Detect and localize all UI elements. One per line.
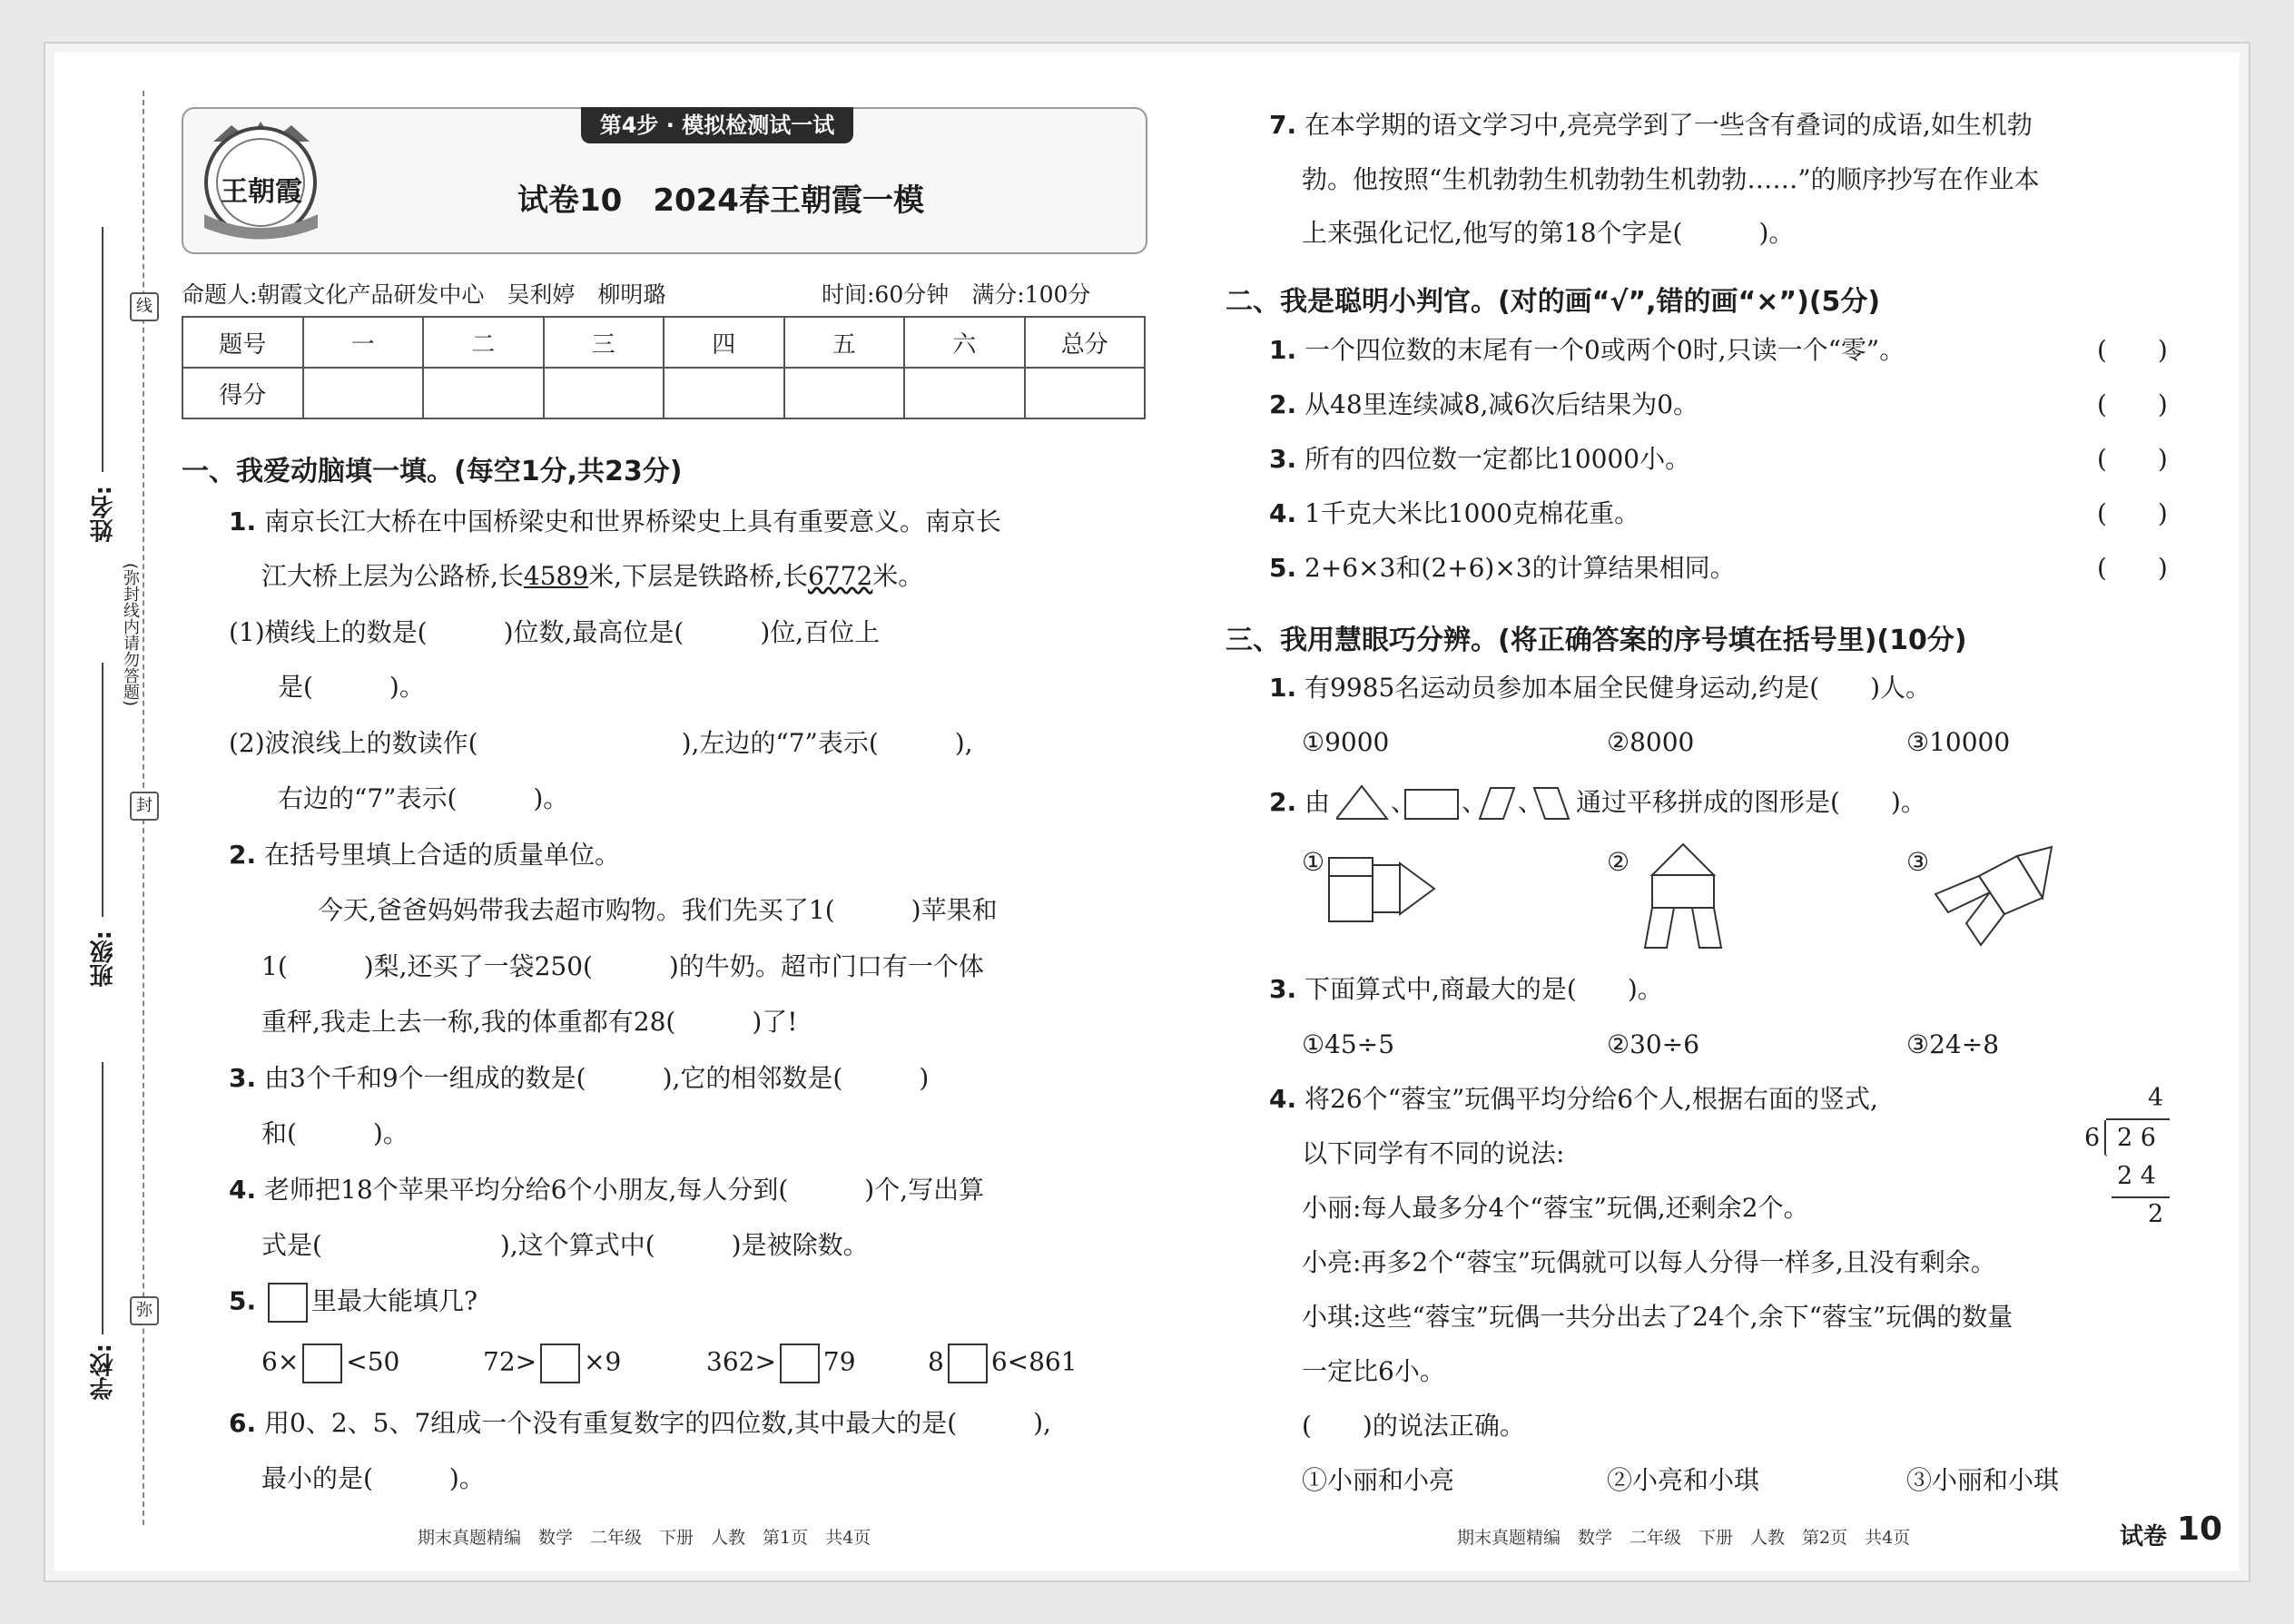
score-head: 题号 [182, 317, 303, 368]
division-divisor: 6 [2084, 1124, 2101, 1152]
score-cell[interactable] [303, 368, 424, 418]
q7-line2: 勃。他按照“生机勃勃生机勃勃生机勃勃……”的顺序抄写在作业本 [1302, 164, 2040, 194]
choice-4-line6: 一定比6小。 [1302, 1356, 1445, 1386]
choice-2-option-3[interactable]: ③ [1906, 847, 1930, 877]
class-label: 班级: [90, 930, 117, 988]
q2-line1: 今天,爸爸妈妈带我去超市购物。我们先买了1( )苹果和 [318, 895, 998, 925]
q5-text: 里最大能填几? [311, 1285, 478, 1316]
paper-label: 试卷 [2120, 1523, 2168, 1550]
q2-line2: 1( )梨,还买了一袋250( )的牛奶。超市门口有一个体 [261, 951, 984, 981]
option-1-figure [1327, 849, 1445, 930]
expr-part: 79 [822, 1346, 856, 1377]
q-number: 2. [1269, 787, 1297, 817]
score-table [182, 316, 1146, 419]
division-line [2112, 1196, 2170, 1198]
score-cell[interactable] [664, 368, 784, 418]
answer-box[interactable] [780, 1343, 820, 1383]
q-number: 3. [1269, 444, 1297, 474]
underlined-number: 4589 [523, 561, 589, 591]
step-banner: 第4步 · 模拟检测试一试 [581, 107, 853, 143]
score-cell[interactable] [1025, 368, 1146, 418]
choice-3 [1269, 973, 1663, 1006]
choice-2-option-2[interactable]: ② [1607, 847, 1630, 877]
footer-left: 期末真题精编 数学 二年级 下册 人教 第1页 共4页 [418, 1528, 871, 1548]
q7-line1 [1269, 109, 2033, 142]
blank-box [268, 1283, 308, 1323]
choice-1-option-3[interactable]: ③10000 [1906, 727, 2011, 757]
q1-text-b: 米,下层是铁路桥,长 [588, 561, 808, 591]
choice-4-option-1[interactable]: ①小丽和小亮 [1302, 1465, 1455, 1495]
q2-line3: 重秤,我走上去一称,我的体重都有28( )了! [261, 1007, 798, 1037]
sep-3: 、 [1518, 787, 1544, 817]
division-bar [2106, 1118, 2170, 1120]
choice-1-option-1[interactable]: ①9000 [1302, 727, 1390, 757]
choice-2 [1269, 786, 1330, 819]
division-remainder: 2 [2148, 1200, 2164, 1228]
seal-mark-mi: 弥 [130, 1296, 159, 1325]
q6-line1 [229, 1407, 1051, 1440]
q7-line3: 上来强化记忆,他写的第18个字是( )。 [1302, 218, 1795, 248]
footer-right: 期末真题精编 数学 二年级 下册 人教 第2页 共4页 [1457, 1528, 1911, 1548]
score-header-row [182, 317, 1145, 368]
choice-text: 有9985名运动员参加本届全民健身运动,约是( )人。 [1305, 673, 1932, 703]
q4-text: 老师把18个苹果平均分给6个小朋友,每人分到( )个,写出算 [264, 1175, 985, 1205]
q2-text: 在括号里填上合适的质量单位。 [264, 840, 621, 870]
choice-4-line4: 小亮:再多2个“蓉宝”玩偶就可以每人分得一样多,且没有剩余。 [1302, 1247, 1996, 1277]
q-number: 3. [229, 1063, 257, 1093]
q-number: 3. [1269, 974, 1297, 1004]
logo-text: 王朝霞 [221, 176, 302, 208]
choice-4-line1 [1269, 1083, 1878, 1116]
q6-text: 用0、2、5、7组成一个没有重复数字的四位数,其中最大的是( ), [264, 1408, 1051, 1438]
choice-3-option-3[interactable]: ③24÷8 [1906, 1029, 2000, 1059]
score-head: 四 [664, 317, 784, 368]
q6-line2: 最小的是( )。 [261, 1463, 485, 1493]
choice-4-line2: 以下同学有不同的说法: [1302, 1138, 1565, 1168]
score-label: 得分 [182, 368, 303, 418]
q5-title [229, 1283, 478, 1323]
division-bracket [2104, 1120, 2108, 1156]
page-title: 试卷10 2024春王朝霞一模 [517, 182, 924, 219]
expr-part: 6× [261, 1346, 300, 1377]
q1-sub1-line1: (1)横线上的数是( )位数,最高位是( )位,百位上 [229, 617, 881, 647]
judge-text: 从48里连续减8,减6次后结果为0。 [1305, 389, 1699, 419]
choice-3-option-2[interactable]: ②30÷6 [1607, 1029, 1700, 1059]
name-field[interactable] [102, 227, 103, 472]
judge-4 [1269, 497, 1639, 530]
judge-3 [1269, 443, 1690, 476]
expr-part: <50 [346, 1346, 400, 1377]
score-head: 三 [544, 317, 665, 368]
choice-2-option-1[interactable]: ① [1302, 847, 1325, 877]
answer-box[interactable] [540, 1343, 580, 1383]
section-1-title: 一、我爱动脑填一填。(每空1分,共23分) [182, 456, 683, 487]
q5-expr-2 [483, 1343, 621, 1383]
name-label: 姓名: [90, 486, 117, 543]
q-number: 4. [1269, 498, 1297, 528]
expr-part: ×9 [584, 1346, 622, 1377]
q-number: 6. [229, 1408, 257, 1438]
choice-text: 将26个“蓉宝”玩偶平均分给6个人,根据右面的竖式, [1305, 1084, 1878, 1114]
q3-line2: 和( )。 [261, 1118, 409, 1148]
seal-mark-feng: 封 [130, 792, 159, 821]
judge-1-answer[interactable]: ( ) [2097, 335, 2168, 365]
q-number: 1. [1269, 335, 1297, 365]
judge-4-answer[interactable]: ( ) [2097, 498, 2168, 528]
division-quotient: 4 [2148, 1084, 2164, 1112]
q1-text: 南京长江大桥在中国桥梁史和世界桥梁史上具有重要意义。南京长 [264, 507, 1002, 536]
q4-line2: 式是( ),这个算式中( )是被除数。 [261, 1230, 869, 1260]
expr-part: 8 [928, 1346, 944, 1377]
score-head: 一 [303, 317, 424, 368]
q3-text: 由3个千和9个一组成的数是( ),它的相邻数是( ) [264, 1063, 930, 1093]
choice-4-line5: 小琪:这些“蓉宝”玩偶一共分出去了24个,余下“蓉宝”玩偶的数量 [1302, 1302, 2013, 1332]
judge-5 [1269, 552, 1736, 585]
section-2-title: 二、我是聪明小判官。(对的画“√”,错的画“×”)(5分) [1226, 286, 1881, 318]
choice-text: 由 [1305, 787, 1331, 817]
meta-authors: 命题人:朝霞文化产品研发中心 吴利婷 柳明璐 [182, 281, 666, 308]
seal-mark-line: 线 [130, 292, 159, 321]
q1-sub1-line2: 是( )。 [278, 672, 425, 702]
choice-1-option-2[interactable]: ②8000 [1607, 727, 1695, 757]
choice-4-line3: 小丽:每人最多分4个“蓉宝”玩偶,还剩余2个。 [1302, 1193, 1809, 1223]
school-label: 学校: [90, 1343, 117, 1401]
score-value-row [182, 368, 1145, 418]
q-number: 4. [1269, 1084, 1297, 1114]
judge-3-answer[interactable]: ( ) [2097, 444, 2168, 474]
seal-note: (弥封线内请勿答题) [121, 563, 140, 707]
q1-line2 [261, 560, 923, 593]
q-number: 1. [229, 507, 257, 536]
triangle-piece [1336, 786, 1387, 819]
choice-3-option-1[interactable]: ①45÷5 [1302, 1029, 1395, 1059]
expr-part: 6<861 [990, 1346, 1078, 1377]
option-2-figure [1638, 842, 1728, 953]
q5-expr-1 [261, 1343, 399, 1383]
q1-text-c: 米。 [872, 561, 924, 591]
score-cell[interactable] [423, 368, 544, 418]
q5-expr-3 [706, 1343, 856, 1383]
choice-text: 下面算式中,商最大的是( )。 [1305, 974, 1663, 1004]
expr-part: 362> [706, 1346, 776, 1377]
q7-text: 在本学期的语文学习中,亮亮学到了一些含有叠词的成语,如生机勃 [1305, 110, 2033, 140]
q-number: 5. [1269, 553, 1297, 583]
q-number: 7. [1269, 110, 1297, 140]
judge-text: 一个四位数的末尾有一个0或两个0时,只读一个“零”。 [1305, 335, 1905, 365]
score-cell[interactable] [784, 368, 905, 418]
long-division [2079, 1084, 2179, 1229]
q-number: 2. [1269, 389, 1297, 419]
answer-box[interactable] [948, 1343, 988, 1383]
q4-line1 [229, 1174, 984, 1206]
score-head: 二 [423, 317, 544, 368]
judge-text: 2+6×3和(2+6)×3的计算结果相同。 [1305, 553, 1736, 583]
q5-expr-4 [928, 1343, 1078, 1383]
section-3-title: 三、我用慧眼巧分辨。(将正确答案的序号填在括号里)(10分) [1226, 625, 1967, 656]
sep-2: 、 [1462, 787, 1488, 817]
q-number: 5. [229, 1285, 257, 1316]
judge-2-answer[interactable]: ( ) [2097, 389, 2168, 419]
judge-5-answer[interactable]: ( ) [2097, 553, 2168, 583]
q-number: 1. [1269, 673, 1297, 703]
choice-4-option-2[interactable]: ②小亮和小琪 [1607, 1465, 1760, 1495]
judge-2 [1269, 389, 1698, 421]
q1-sub2-line1: (2)波浪线上的数读作( ),左边的“7”表示( ), [229, 728, 973, 758]
score-head: 六 [904, 317, 1025, 368]
choice-2-text: 通过平移拼成的图形是( )。 [1576, 787, 1926, 817]
choice-4-option-3[interactable]: ③小丽和小琪 [1906, 1465, 2060, 1495]
sep-1: 、 [1391, 787, 1417, 817]
q-number: 4. [229, 1175, 257, 1205]
q1-text-a: 江大桥上层为公路桥,长 [261, 561, 524, 591]
expr-part: 72> [483, 1346, 537, 1377]
choice-1 [1269, 672, 1931, 704]
logo [195, 114, 327, 241]
score-head: 五 [784, 317, 905, 368]
q-number: 2. [229, 840, 257, 870]
answer-box[interactable] [302, 1343, 342, 1383]
school-field[interactable] [102, 1062, 103, 1334]
judge-1 [1269, 334, 1905, 367]
q3-line1 [229, 1062, 929, 1095]
q1-line1 [229, 506, 1001, 538]
paper-number: 10 [2177, 1511, 2223, 1548]
option-3-figure [1934, 840, 2061, 950]
wavy-number: 6772 [807, 561, 873, 591]
q2-title [229, 839, 620, 871]
division-dividend: 2 6 [2117, 1124, 2156, 1152]
judge-text: 1千克大米比1000克棉花重。 [1305, 498, 1640, 528]
score-cell[interactable] [904, 368, 1025, 418]
division-product: 2 4 [2117, 1162, 2156, 1190]
score-head: 总分 [1025, 317, 1146, 368]
q1-sub2-line2: 右边的“7”表示( )。 [278, 783, 569, 813]
choice-4-line7: ( )的说法正确。 [1302, 1411, 1525, 1441]
judge-text: 所有的四位数一定都比10000小。 [1305, 444, 1691, 474]
score-cell[interactable] [544, 368, 665, 418]
meta-time: 时间:60分钟 满分:100分 [822, 281, 1091, 308]
class-field[interactable] [102, 663, 103, 917]
